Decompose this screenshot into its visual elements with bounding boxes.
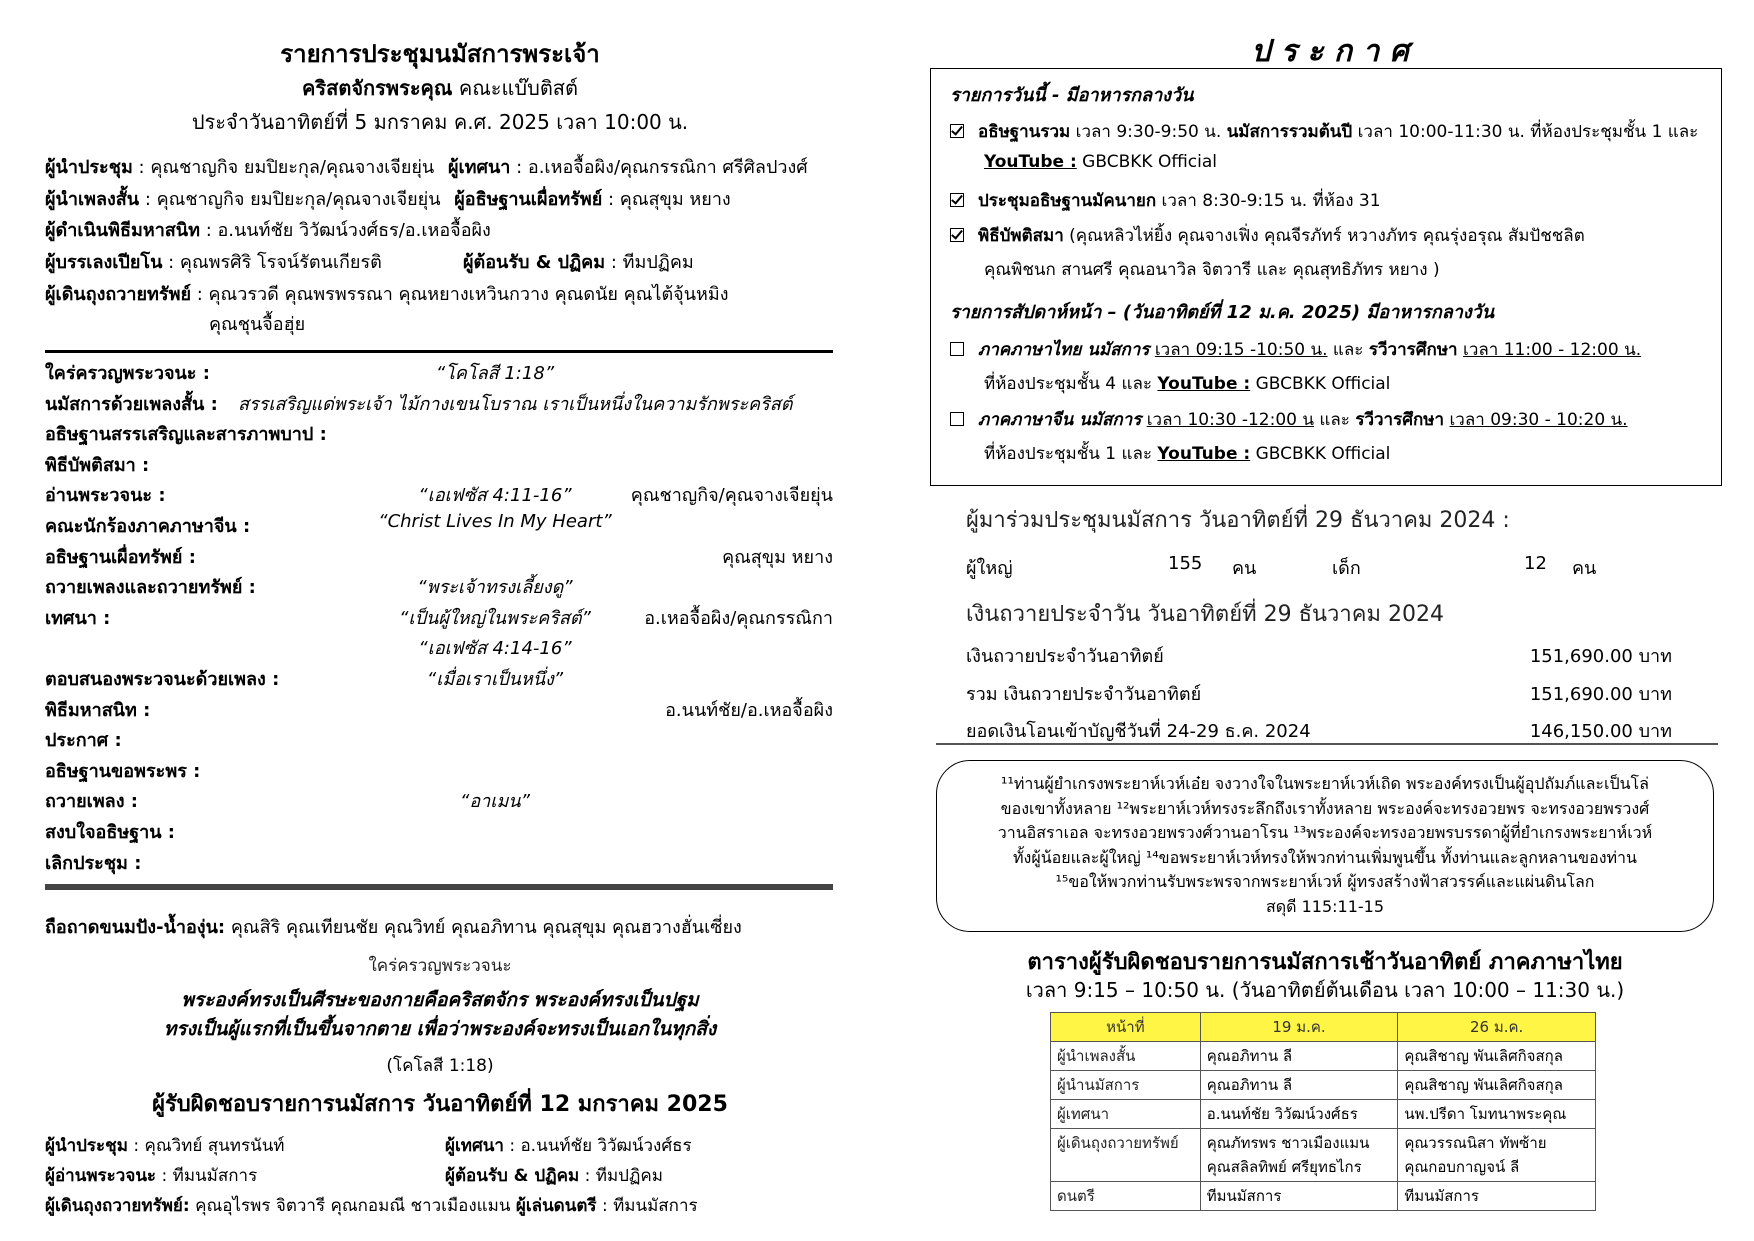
song-leader-value: : คุณชาญกิจ ยมปิยะกุล/คุณจางเจียยุ่น — [144, 189, 441, 210]
duty-person: คุณวรรณนิสา ทัพซ้าย — [1404, 1134, 1547, 1152]
leader-value: : คุณชาญกิจ ยมปิยะกุล/คุณจางเจียยุ่น — [138, 157, 435, 178]
kids-label: เด็ก — [1332, 558, 1361, 579]
scripture-ref: สดุดี 115:11-15 — [1265, 896, 1385, 916]
duty-role: ผู้เทศนา — [1051, 1100, 1201, 1129]
program-responsible: คุณสุขุม หยาง — [722, 546, 833, 568]
today-item-bold-2: นมัสการรวมต้นปี — [1226, 122, 1353, 142]
role-line-3 — [45, 215, 491, 244]
next-item-time-2: เวลา 11:00 - 12:00 น. — [1463, 340, 1642, 360]
next-item-time: เวลา 09:15 -10:50 น. — [1154, 340, 1328, 360]
duty-row — [1051, 1100, 1596, 1129]
reflect-heading: ใคร่ครวญพระวจนะ — [368, 956, 512, 976]
program-item: “Christ Lives In My Heart” — [378, 511, 612, 532]
next-music-label: ผู้เล่นดนตรี — [515, 1196, 597, 1216]
youtube-link: YouTube : — [1157, 444, 1251, 464]
next-offering-value: คุณอุไรพร จิตวารี คุณกอมณี ชาวเมืองแมน — [195, 1196, 511, 1216]
next-item-and: และ — [1314, 410, 1356, 430]
leader-label: ผู้นำประชุม — [45, 157, 133, 178]
usher-label: ผู้ต้อนรับ & ปฏิคม — [463, 252, 606, 273]
duty-role: ดนตรี — [1051, 1182, 1201, 1211]
next-usher-label: ผู้ต้อนรับ & ปฏิคม — [445, 1166, 580, 1186]
today-item-text: เวลา 9:30-9:50 น. — [1070, 122, 1227, 142]
next-usher-value: : ทีมปฏิคม — [584, 1166, 663, 1186]
today-item-text: (คุณหลิวไห่ยิ้ง คุณจางเฟิ่ง คุณจีรภัทร์ หวางภัทร คุณรุ่งอรุณ สัมปัชชลิต — [1063, 226, 1585, 246]
communion-label: ผู้ดำเนินพิธีมหาสนิท — [45, 220, 200, 241]
program-item: “เอเฟซัส 4:11-16” — [418, 485, 572, 507]
duty-role: ผู้นำนมัสการ — [1051, 1071, 1201, 1100]
next-week-item — [950, 336, 1641, 363]
next-preacher-value: : อ.นนท์ชัย วิวัฒน์วงศ์ธร — [509, 1136, 692, 1156]
next-week-title: ผู้รับผิดชอบรายการนมัสการ วันอาทิตย์ที่ 12 มกราคม 2025 — [152, 1092, 728, 1117]
next-leader — [45, 1132, 285, 1159]
today-item — [950, 118, 1698, 145]
next-item-and: และ — [1327, 340, 1369, 360]
program-label: เลิกประชุม : — [45, 852, 142, 874]
program-item: “เมื่อเราเป็นหนึ่ง” — [426, 669, 564, 690]
scripture-line-1: ¹¹ท่านผู้ยำเกรงพระยาห์เวห์เอ๋ย จงวางใจในพระยาห์เวห์เถิด พระองค์ทรงเป็นผู้อุปถัมภ์และเป็นโล่ — [1001, 774, 1649, 793]
today-item-text-2: เวลา 10:00-11:30 น. ที่ห้องประชุมชั้น 1 และ — [1352, 122, 1699, 142]
offering-row-label: ยอดเงินโอนเข้าบัญชีวันที่ 24-29 ธ.ค. 2024 — [966, 721, 1311, 742]
today-item-line2-text: GBCBKK Official — [1076, 152, 1217, 172]
program-label: นมัสการด้วยเพลงสั้น : — [45, 393, 218, 415]
duty-person: นพ.ปรีดา โมทนาพระคุณ — [1404, 1105, 1567, 1123]
duty-person: คุณกอบกาญจน์ ลี — [1404, 1158, 1520, 1176]
program-label: ใคร่ครวญพระวจนะ : — [45, 363, 210, 384]
next-reader — [45, 1162, 257, 1189]
program-item: “อาเมน” — [460, 791, 530, 813]
duty-person: คุณอภิทาน ลี — [1206, 1047, 1293, 1065]
duty-role: ผู้นำเพลงสั้น — [1051, 1042, 1201, 1071]
offering-row-amount: 151,690.00 บาท — [1529, 646, 1672, 667]
next-item-time: เวลา 10:30 -12:00 น — [1146, 410, 1314, 430]
offering-title: เงินถวายประจำวัน วันอาทิตย์ที่ 29 ธันวาคม 2024 — [966, 602, 1444, 627]
verse-line-1: พระองค์ทรงเป็นศีรษะของกายคือคริสตจักร พระองค์ทรงเป็นปฐม — [181, 989, 699, 1011]
program-label: คณะนักร้องภาคภาษาจีน : — [45, 516, 251, 537]
next-item-channel: GBCBKK Official — [1250, 444, 1391, 464]
duty-cell-19 — [1200, 1182, 1398, 1211]
adults-count: 155 — [1168, 553, 1203, 574]
adults-unit: คน — [1232, 558, 1257, 579]
duty-cell-26 — [1398, 1071, 1596, 1100]
verse-line-2: ทรงเป็นผู้แรกที่เป็นขึ้นจากตาย เพื่อว่าพระองค์จะทรงเป็นเอกในทุกสิ่ง — [163, 1018, 717, 1040]
program-label: ถวายเพลง : — [45, 791, 138, 813]
next-item-place: ที่ห้องประชุมชั้น 1 และ — [984, 444, 1158, 464]
today-item — [950, 222, 1585, 249]
duty-table — [1050, 1012, 1596, 1211]
duty-cell-19 — [1200, 1042, 1398, 1071]
program-label: อธิษฐานเผื่อทรัพย์ : — [45, 546, 196, 568]
pianist-value: : คุณพรศิริ โรจน์รัตนเกียรติ — [168, 252, 382, 273]
divider-top — [45, 350, 833, 353]
program-item: “พระเจ้าทรงเลี้ยงดู” — [417, 577, 573, 599]
checkbox-checked-icon — [950, 193, 964, 207]
program-item: สรรเสริญแด่พระเจ้า ไม้กางเขนโบราณ เราเป็นหนึ่งในความรักพระคริสต์ — [238, 393, 793, 415]
next-item-bold: ภาคภาษาไทย นมัสการ — [978, 340, 1150, 360]
duty-person: คุณสลิลทิพย์ ศรียุทธไกร — [1206, 1158, 1362, 1176]
role-line-1 — [45, 152, 808, 181]
church-name — [45, 72, 835, 104]
next-music-value: : ทีมนมัสการ — [601, 1196, 698, 1216]
duty-row — [1051, 1129, 1596, 1182]
duty-title: ตารางผู้รับผิดชอบรายการนมัสการเช้าวันอาทิตย์ ภาคภาษาไทย — [1027, 950, 1623, 975]
next-item-bold: ภาคภาษาจีน นมัสการ — [978, 410, 1142, 430]
duty-cell-26 — [1398, 1182, 1596, 1211]
duty-role: ผู้เดินถุงถวายทรัพย์ — [1051, 1129, 1201, 1182]
program-label: สงบใจอธิษฐาน : — [45, 822, 176, 843]
next-week-item-line2 — [984, 370, 1390, 397]
today-item-text: เวลา 8:30-9:15 น. ที่ห้อง 31 — [1156, 191, 1381, 211]
usher-value: : ทีมปฏิคม — [610, 252, 694, 273]
next-week-heading: รายการสัปดาห์หน้า – (วันอาทิตย์ที่ 12 ม.ค. 2025) มีอาหารกลางวัน — [950, 302, 1495, 323]
next-week-item — [950, 406, 1628, 433]
next-reader-label: ผู้อ่านพระวจนะ — [45, 1166, 157, 1186]
duty-cell-19 — [1200, 1100, 1398, 1129]
attendance-title: ผู้มาร่วมประชุมนมัสการ วันอาทิตย์ที่ 29 ธันวาคม 2024 : — [966, 508, 1510, 533]
role-line-2 — [45, 184, 731, 213]
today-item-bold: ประชุมอธิษฐานมัคนายก — [978, 191, 1157, 211]
checkbox-checked-icon — [950, 124, 964, 138]
duty-person: ทีมนมัสการ — [1206, 1187, 1282, 1205]
duty-person: คุณภัทรพร ชาวเมืองแมน — [1206, 1134, 1370, 1152]
today-item — [950, 187, 1381, 214]
checkbox-empty-icon — [950, 342, 964, 356]
today-item-bold: พิธีบัพติสมา — [978, 226, 1064, 246]
duty-person: คุณอภิทาน ลี — [1206, 1076, 1293, 1094]
checkbox-checked-icon — [950, 228, 964, 242]
bulletin-title: รายการประชุมนมัสการพระเจ้า — [280, 40, 600, 68]
communion-value: : อ.นนท์ชัย วิวัฒน์วงศ์ธร/อ.เหอจื้อผิง — [205, 220, 491, 241]
scripture-line-4: ทั้งผู้น้อยและผู้ใหญ่ ¹⁴ขอพระยาห์เวห์ทรงให้พวกท่านเพิ่มพูนขึ้น ทั้งท่านและลูกหลานของท่าน — [1013, 847, 1637, 867]
program-responsible: อ.นนท์ชัย/อ.เหอจื้อผิง — [665, 699, 833, 721]
duty-cell-19 — [1200, 1129, 1398, 1182]
youtube-link: YouTube : — [1157, 374, 1251, 394]
program-item: “เป็นผู้ใหญ่ในพระคริสต์” — [399, 607, 591, 629]
preacher-value: : อ.เหอจื้อผิง/คุณกรรณิกา ศรีศิลปวงศ์ — [516, 157, 808, 178]
checkbox-empty-icon — [950, 412, 964, 426]
next-leader-value: : คุณวิทย์ สุนทรนันท์ — [133, 1136, 285, 1156]
next-preacher — [445, 1132, 692, 1159]
youtube-link: YouTube : — [984, 152, 1077, 172]
next-week-item-line2 — [984, 440, 1390, 467]
duty-row — [1051, 1182, 1596, 1211]
preacher-label: ผู้เทศนา — [447, 157, 511, 178]
service-date: ประจำวันอาทิตย์ที่ 5 มกราคม ค.ศ. 2025 เวลา 10:00 น. — [191, 110, 689, 134]
offering-row-label: รวม เงินถวายประจำวันอาทิตย์ — [966, 684, 1202, 705]
program-label: เทศนา : — [45, 607, 111, 629]
adults-label: ผู้ใหญ่ — [966, 558, 1013, 579]
next-offering-label: ผู้เดินถุงถวายทรัพย์: — [45, 1196, 190, 1216]
duty-person: ทีมนมัสการ — [1404, 1187, 1479, 1205]
duty-header-cell: 19 ม.ค. — [1200, 1013, 1398, 1042]
duty-person: คุณสิชาญ พันเลิศกิจสกุล — [1404, 1047, 1563, 1065]
duty-subtitle: เวลา 9:15 – 10:50 น. (วันอาทิตย์ต้นเดือน เวลา 10:00 – 11:30 น.) — [1025, 978, 1625, 1002]
today-heading: รายการวันนี้ - มีอาหารกลางวัน — [950, 85, 1194, 106]
tray-label: ถือถาดขนมปัง-น้ำองุ่น: — [45, 917, 226, 938]
divider-bottom — [45, 884, 833, 890]
next-usher — [445, 1162, 663, 1189]
next-reader-value: : ทีมนมัสการ — [161, 1166, 258, 1186]
offering-bag-label: ผู้เดินถุงถวายทรัพย์ — [45, 284, 191, 305]
role-line-5 — [45, 279, 729, 308]
next-offering — [45, 1192, 698, 1219]
program-responsible: อ.เหอจื้อผิง/คุณกรรณิกา — [644, 607, 833, 629]
duty-person: อ.นนท์ชัย วิวัฒน์วงศ์ธร — [1206, 1105, 1358, 1123]
duty-header-cell: หน้าที่ — [1051, 1013, 1201, 1042]
offering-prayer-value: : คุณสุขุม หยาง — [608, 189, 731, 210]
program-item: “เอเฟซัส 4:14-16” — [418, 638, 572, 660]
duty-cell-19 — [1200, 1071, 1398, 1100]
offering-bag-value-cont: คุณชุนจื้อฮุ่ย — [209, 314, 306, 335]
scripture-line-2: ของเขาทั้งหลาย ¹²พระยาห์เวห์ทรงระลึกถึงเราทั้งหลาย พระองค์จะทรงอวยพร จะทรงอวยพรวงศ์ — [1000, 798, 1650, 818]
offering-row-label: เงินถวายประจำวันอาทิตย์ — [966, 646, 1164, 667]
duty-header-cell: 26 ม.ค. — [1398, 1013, 1596, 1042]
tray-value: คุณสิริ คุณเทียนชัย คุณวิทย์ คุณอภิทาน คุณสุขุม คุณฮวางฮั่นเซี่ยง — [230, 917, 742, 938]
next-item-place: ที่ห้องประชุมชั้น 4 และ — [984, 374, 1158, 394]
duty-cell-26 — [1398, 1129, 1596, 1182]
offering-prayer-label: ผู้อธิษฐานเผื่อทรัพย์ — [454, 189, 603, 210]
program-label: อธิษฐานสรรเสริญและสารภาพบาป : — [45, 424, 327, 446]
offering-divider — [936, 743, 1718, 745]
program-label: อธิษฐานขอพระพร : — [45, 760, 201, 782]
offering-row-amount: 146,150.00 บาท — [1529, 721, 1672, 742]
duty-cell-26 — [1398, 1042, 1596, 1071]
role-line-4 — [45, 247, 382, 276]
next-item-time-2: เวลา 09:30 - 10:20 น. — [1449, 410, 1628, 430]
kids-count: 12 — [1524, 553, 1547, 574]
kids-unit: คน — [1572, 558, 1597, 579]
duty-person: คุณสิชาญ พันเลิศกิจสกุล — [1404, 1076, 1563, 1094]
scripture-text — [946, 772, 1704, 919]
announcements-title: ป ร ะ ก า ศ — [1251, 34, 1409, 69]
communion-tray-line — [45, 912, 742, 941]
duty-cell-26 — [1398, 1100, 1596, 1129]
next-item-bold-2: รวีวารศึกษา — [1368, 340, 1458, 360]
program-item: “โคโลสี 1:18” — [435, 363, 555, 384]
scripture-line-5: ¹⁵ขอให้พวกท่านรับพระพรจากพระยาห์เวห์ ผู้ทรงสร้างฟ้าสวรรค์และแผ่นดินโลก — [1055, 872, 1595, 891]
church-denomination: คณะแบ๊บติสต์ — [458, 76, 578, 100]
program-label: พิธีมหาสนิท : — [45, 699, 151, 721]
today-item-line2 — [984, 256, 1440, 283]
scripture-line-3: วานอิสราเอล จะทรงอวยพรวงศ์วานอาโรน ¹³พระองค์จะทรงอวยพรบรรดาผู้ที่ยำเกรงพระยาห์เวห์ — [997, 823, 1653, 842]
duty-header-row — [1051, 1013, 1596, 1042]
song-leader-label: ผู้นำเพลงสั้น — [45, 189, 140, 210]
next-preacher-label: ผู้เทศนา — [445, 1136, 504, 1156]
program-label: ประกาศ : — [45, 730, 122, 752]
next-item-channel: GBCBKK Official — [1250, 374, 1391, 394]
duty-row — [1051, 1071, 1596, 1100]
next-leader-label: ผู้นำประชุม — [45, 1136, 128, 1156]
today-item-line2 — [984, 152, 1217, 172]
verse-reference: (โคโลสี 1:18) — [386, 1056, 494, 1076]
pianist-label: ผู้บรรเลงเปียโน — [45, 252, 163, 273]
duty-row — [1051, 1042, 1596, 1071]
program-label: ตอบสนองพระวจนะด้วยเพลง : — [45, 669, 280, 690]
today-item-line2-text: คุณพิชนก สานศรี คุณอนาวิล จิตวารี และ คุณสุทธิภัทร หยาง ) — [984, 260, 1440, 280]
program-label: อ่านพระวจนะ : — [45, 485, 166, 507]
program-label: พิธีบัพติสมา : — [45, 454, 150, 476]
program-label: ถวายเพลงและถวายทรัพย์ : — [45, 577, 256, 599]
church-name-bold: คริสตจักรพระคุณ — [302, 76, 453, 100]
today-item-bold: อธิษฐานรวม — [978, 122, 1071, 142]
offering-bag-value: : คุณวรวดี คุณพรพรรณา คุณหยางเหวินกวาง คุณดนัย คุณไต้จุ้นหมิง — [196, 284, 729, 305]
role-usher — [463, 247, 694, 276]
program-responsible: คุณชาญกิจ/คุณจางเจียยุ่น — [630, 485, 833, 507]
next-item-bold-2: รวีวารศึกษา — [1355, 410, 1445, 430]
offering-row-amount: 151,690.00 บาท — [1529, 684, 1672, 705]
